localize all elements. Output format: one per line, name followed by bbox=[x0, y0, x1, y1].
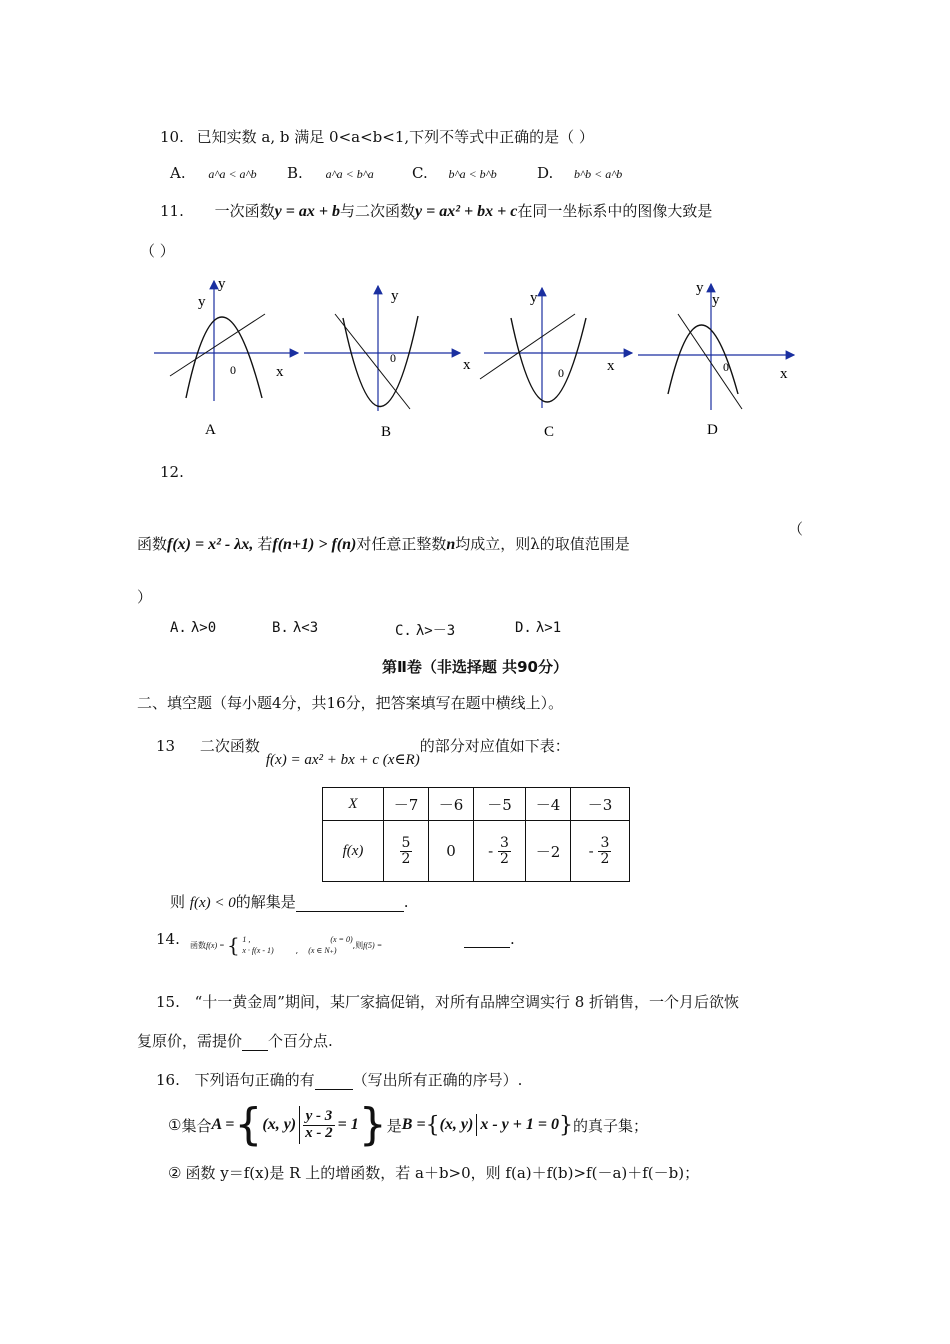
section-2-title: 第Ⅱ卷（非选择题 共90分） bbox=[382, 658, 568, 676]
graph-a-line bbox=[170, 314, 265, 376]
graph-a-x-label: x bbox=[276, 364, 284, 380]
graph-a-letter: A bbox=[205, 422, 216, 438]
q12-paren-close: ） bbox=[137, 588, 153, 606]
q15-line1: 15. “十一黄金周”期间，某厂家搞促销，对所有品牌空调实行 8 折销售，一个月后欲恢 bbox=[156, 993, 740, 1011]
q16-answer-blank[interactable] bbox=[315, 1075, 353, 1090]
q10-option-c: C. b^a < b^b bbox=[412, 164, 497, 182]
q10-text: 已知实数 a, b 满足 0<a<b<1,下列不等式中正确的是（ ） bbox=[196, 128, 594, 146]
q12-option-a: A. λ>0 bbox=[170, 620, 217, 636]
table-header-fx: f(x) bbox=[323, 821, 384, 882]
q13-value-table bbox=[322, 787, 630, 882]
table-cell: 0 bbox=[429, 821, 474, 882]
table-cell: －6 bbox=[429, 788, 474, 821]
q16-number: 16. bbox=[156, 1071, 180, 1089]
graph-a-origin: 0 bbox=[230, 363, 236, 377]
q15-line2: 复原价，需提价 个百分点. bbox=[137, 1032, 333, 1050]
q11-number: 11. bbox=[160, 202, 184, 220]
q12-option-d: D. λ>1 bbox=[515, 620, 562, 636]
graph-a-y-label-2: y bbox=[198, 294, 206, 310]
fraction: $\frac{3}{2}$ bbox=[600, 834, 610, 867]
table-cell: －4 bbox=[526, 788, 571, 821]
q12-option-c: C. λ>－3 bbox=[395, 623, 456, 639]
q14-answer-blank[interactable] bbox=[464, 935, 510, 948]
q13-answer-expr: f(x) < 0 bbox=[189, 895, 236, 911]
q12-stem: 函数f(x) = x² - λx, 若f(n+1) > f(n)对任意正整数n均成立，则λ的取值范围是 bbox=[137, 535, 630, 553]
q11-quadratic-expr: y = ax² + bx + c bbox=[415, 203, 518, 220]
graph-b-parabola bbox=[343, 316, 418, 407]
q12-function-expr: f(x) = x² - λx, bbox=[167, 536, 254, 553]
graph-b-origin: 0 bbox=[390, 351, 396, 365]
q14-number: 14. bbox=[156, 930, 180, 948]
q10-option-a-expr: a^a < a^b bbox=[208, 167, 257, 181]
fraction: $\frac{3}{2}$ bbox=[499, 834, 509, 867]
q10-number: 10. bbox=[160, 128, 184, 146]
q13-number: 13 bbox=[156, 737, 176, 755]
q16-item-2: ② 函数 y＝f(x)是 R 上的增函数，若 a＋b>0，则 f(a)＋f(b)>f(－a)＋f(－b)； bbox=[168, 1164, 700, 1182]
q11-graphs bbox=[150, 276, 800, 446]
graph-d-x-label: x bbox=[780, 366, 788, 382]
table-row bbox=[323, 788, 630, 821]
q12-paren-open: （ bbox=[788, 520, 804, 538]
q12-option-b: B. λ<3 bbox=[272, 620, 319, 636]
q14-piecewise: 函数f(x) = { 1 , (x = 0) x · f(x - 1) , (x ∈ N₊) ,则f(5) = bbox=[190, 933, 383, 957]
q10-option-a: A. a^a < a^b bbox=[170, 164, 257, 182]
table-cell: －2 bbox=[526, 821, 571, 882]
q10-option-b: B. a^a < b^a bbox=[287, 164, 374, 182]
table-cell: - $\frac{3}{2}$ bbox=[571, 821, 630, 882]
q13-answer-line: 则 f(x) < 0的解集是 . bbox=[170, 893, 409, 911]
table-cell: - $\frac{3}{2}$ bbox=[474, 821, 526, 882]
graph-d-y-label-2: y bbox=[712, 292, 720, 308]
q13-answer-blank[interactable] bbox=[296, 895, 404, 912]
graph-d bbox=[638, 280, 794, 438]
graph-b-letter: B bbox=[381, 424, 392, 440]
graph-d-letter: D bbox=[707, 422, 718, 438]
graph-c bbox=[480, 288, 632, 440]
q16-item-1: ① 集合 A = { (x, y) $\frac{y - 3}{x - 2}$ = 1 } 是 B = { (x, y) x - y + 1 = 0 } 的真子集； bbox=[168, 1099, 649, 1150]
table-header-x: X bbox=[323, 788, 384, 821]
q11-linear-expr: y = ax + b bbox=[274, 203, 340, 220]
graph-b-x-label: x bbox=[463, 357, 471, 373]
graph-c-origin: 0 bbox=[558, 366, 564, 380]
q13-stem: 13 二次函数f(x) = ax² + bx + c (x∈R)的部分对应值如下表： bbox=[156, 737, 570, 768]
graph-b-y-label: y bbox=[391, 288, 399, 304]
graph-c-letter: C bbox=[544, 424, 555, 440]
q10-option-b-expr: a^a < b^a bbox=[325, 167, 374, 181]
graph-c-y-label: y bbox=[530, 290, 538, 306]
graph-a-y-label: y bbox=[218, 276, 226, 292]
q10-stem bbox=[160, 126, 594, 147]
graph-a-parabola bbox=[186, 317, 262, 398]
q12-inequality-expr: f(n+1) > f(n) bbox=[272, 536, 357, 553]
q14-answer: . bbox=[464, 930, 515, 948]
graph-b bbox=[304, 286, 471, 440]
table-row bbox=[323, 821, 630, 882]
table-cell: －7 bbox=[384, 788, 429, 821]
fraction: $\frac{5}{2}$ bbox=[401, 834, 411, 867]
graph-c-x-label: x bbox=[607, 358, 615, 374]
table-cell bbox=[384, 821, 429, 882]
q11-paren: （ ） bbox=[140, 242, 175, 260]
graph-d-origin: 0 bbox=[723, 360, 729, 374]
q13-expr: f(x) = ax² + bx + c (x∈R) bbox=[265, 752, 420, 768]
q16-item-1-fraction: $\frac{y - 3}{x - 2}$ bbox=[305, 1107, 333, 1141]
q12-number: 12. bbox=[160, 463, 184, 481]
q15-number: 15. bbox=[156, 993, 180, 1011]
q10-option-c-expr: b^a < b^b bbox=[448, 167, 497, 181]
graph-d-y-label: y bbox=[696, 280, 704, 296]
q11-stem: 11. 一次函数y = ax + b与二次函数y = ax² + bx + c在同一坐标系中的图像大致是 bbox=[160, 202, 713, 220]
q15-answer-blank[interactable] bbox=[242, 1036, 268, 1051]
graph-c-parabola bbox=[511, 318, 586, 402]
graph-a bbox=[154, 276, 298, 438]
fill-in-heading: 二、填空题（每小题4分，共16分，把答案填写在题中横线上）。 bbox=[137, 694, 564, 712]
table-cell: －3 bbox=[571, 788, 630, 821]
graph-b-line bbox=[335, 314, 410, 409]
q10-option-d-expr: b^b < a^b bbox=[574, 167, 623, 181]
q10-option-d: D. b^b < a^b bbox=[537, 164, 623, 182]
table-cell: －5 bbox=[474, 788, 526, 821]
q16-stem: 16. 下列语句正确的有 （写出所有正确的序号）. bbox=[156, 1071, 523, 1089]
